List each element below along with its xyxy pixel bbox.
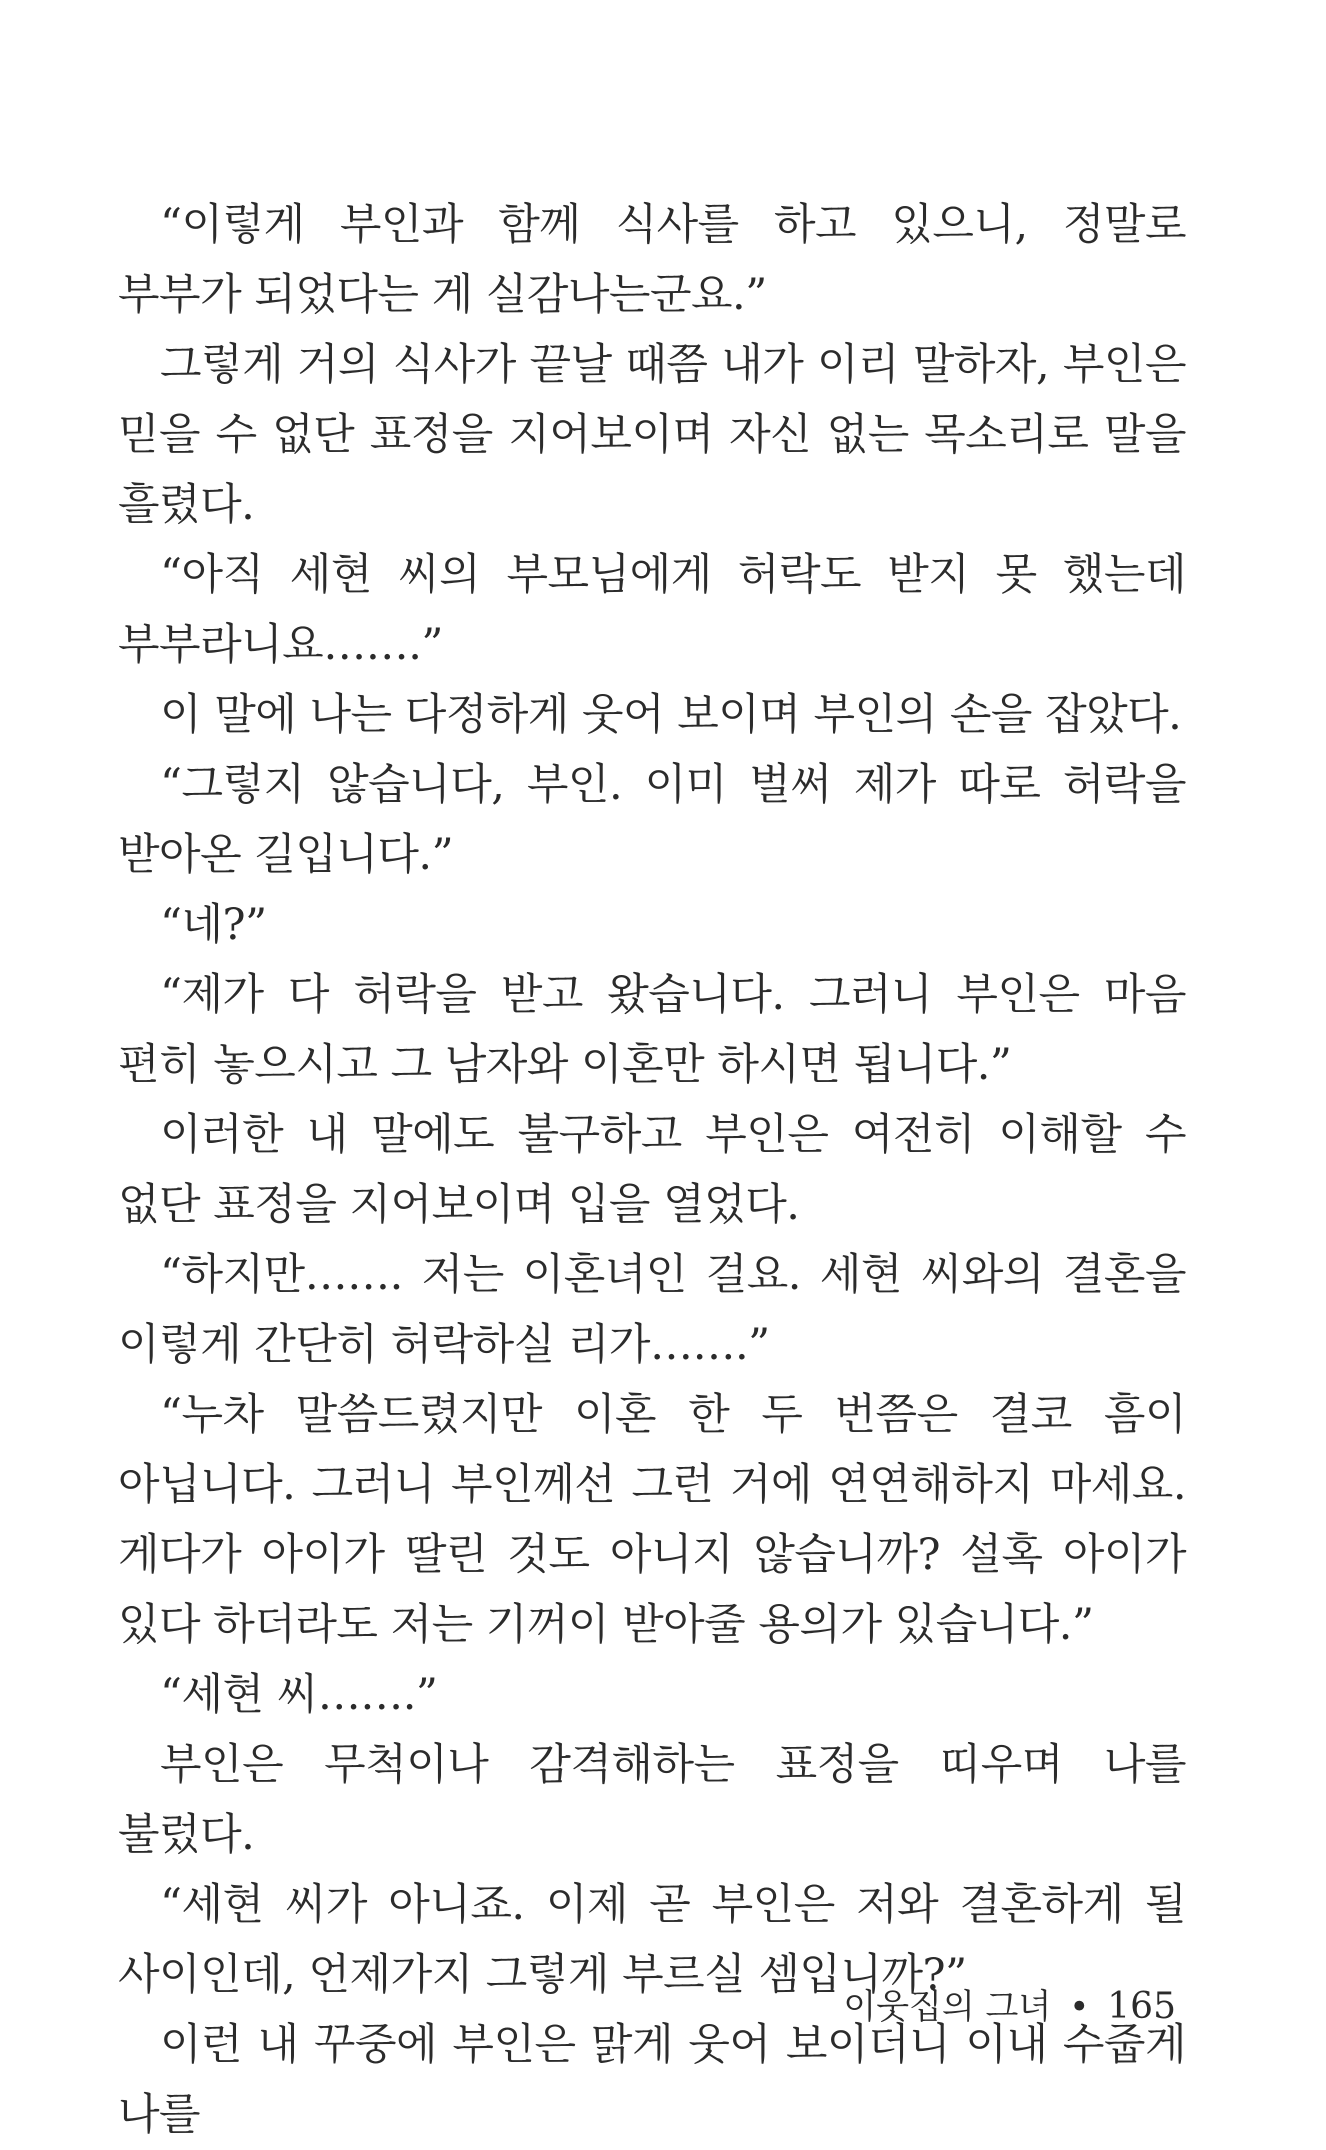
paragraph-11: “세현 씨…….”: [160, 1670, 438, 1720]
paragraph-7: “제가 다 허락을 받고 왔습니다. 그러니 부인은 마음 편히 놓으시고 그 남자와 이혼만 하시면 됩니다.”: [118, 970, 1186, 1090]
running-title: 이웃집의 그녀: [843, 1987, 1052, 2027]
paragraph-14: 이런 내 꾸중에 부인은 맑게 웃어 보이더니 이내 수줍게 나를: [118, 2020, 1186, 2140]
paragraph-4: 이 말에 나는 다정하게 웃어 보이며 부인의 손을 잡았다.: [160, 690, 1182, 740]
paragraph-13: “세현 씨가 아니죠. 이제 곧 부인은 저와 결혼하게 될 사이인데, 언제가지 그렇게 부르실 셈입니까?”: [118, 1880, 1186, 2000]
paragraph-2: 그렇게 거의 식사가 끝날 때쯤 내가 이리 말하자, 부인은 믿을 수 없단 표정을 지어보이며 자신 없는 목소리로 말을 흘렸다.: [118, 340, 1186, 530]
footer-separator: •: [1069, 1987, 1090, 2027]
paragraph-12: 부인은 무척이나 감격해하는 표정을 띠우며 나를 불렀다.: [118, 1740, 1186, 1860]
paragraph-9: “하지만……. 저는 이혼녀인 걸요. 세현 씨와의 결혼을 이렇게 간단히 허락하실 리가…….”: [118, 1250, 1186, 1370]
paragraph-1: “이렇게 부인과 함께 식사를 하고 있으니, 정말로 부부가 되었다는 게 실감나는군요.”: [118, 200, 1186, 320]
paragraph-10: “누차 말씀드렸지만 이혼 한 두 번쯤은 결코 흠이 아닙니다. 그러니 부인께선 그런 거에 연연해하지 마세요. 게다가 아이가 딸린 것도 아니지 않습니까? 설혹 아이가 있다 하더라도 저는 기꺼이 받아줄 용의가 있습니다.”: [118, 1390, 1186, 1650]
page-footer: [843, 1985, 1176, 2029]
page-number: 165: [1107, 1986, 1176, 2027]
body-text: [118, 190, 1186, 2150]
paragraph-5: “그렇지 않습니다, 부인. 이미 벌써 제가 따로 허락을 받아온 길입니다.”: [118, 760, 1186, 880]
paragraph-8: 이러한 내 말에도 불구하고 부인은 여전히 이해할 수 없단 표정을 지어보이며 입을 열었다.: [118, 1110, 1186, 1230]
paragraph-3: “아직 세현 씨의 부모님에게 허락도 받지 못 했는데 부부라니요…….”: [118, 550, 1186, 670]
paragraph-6: “네?”: [160, 900, 267, 950]
